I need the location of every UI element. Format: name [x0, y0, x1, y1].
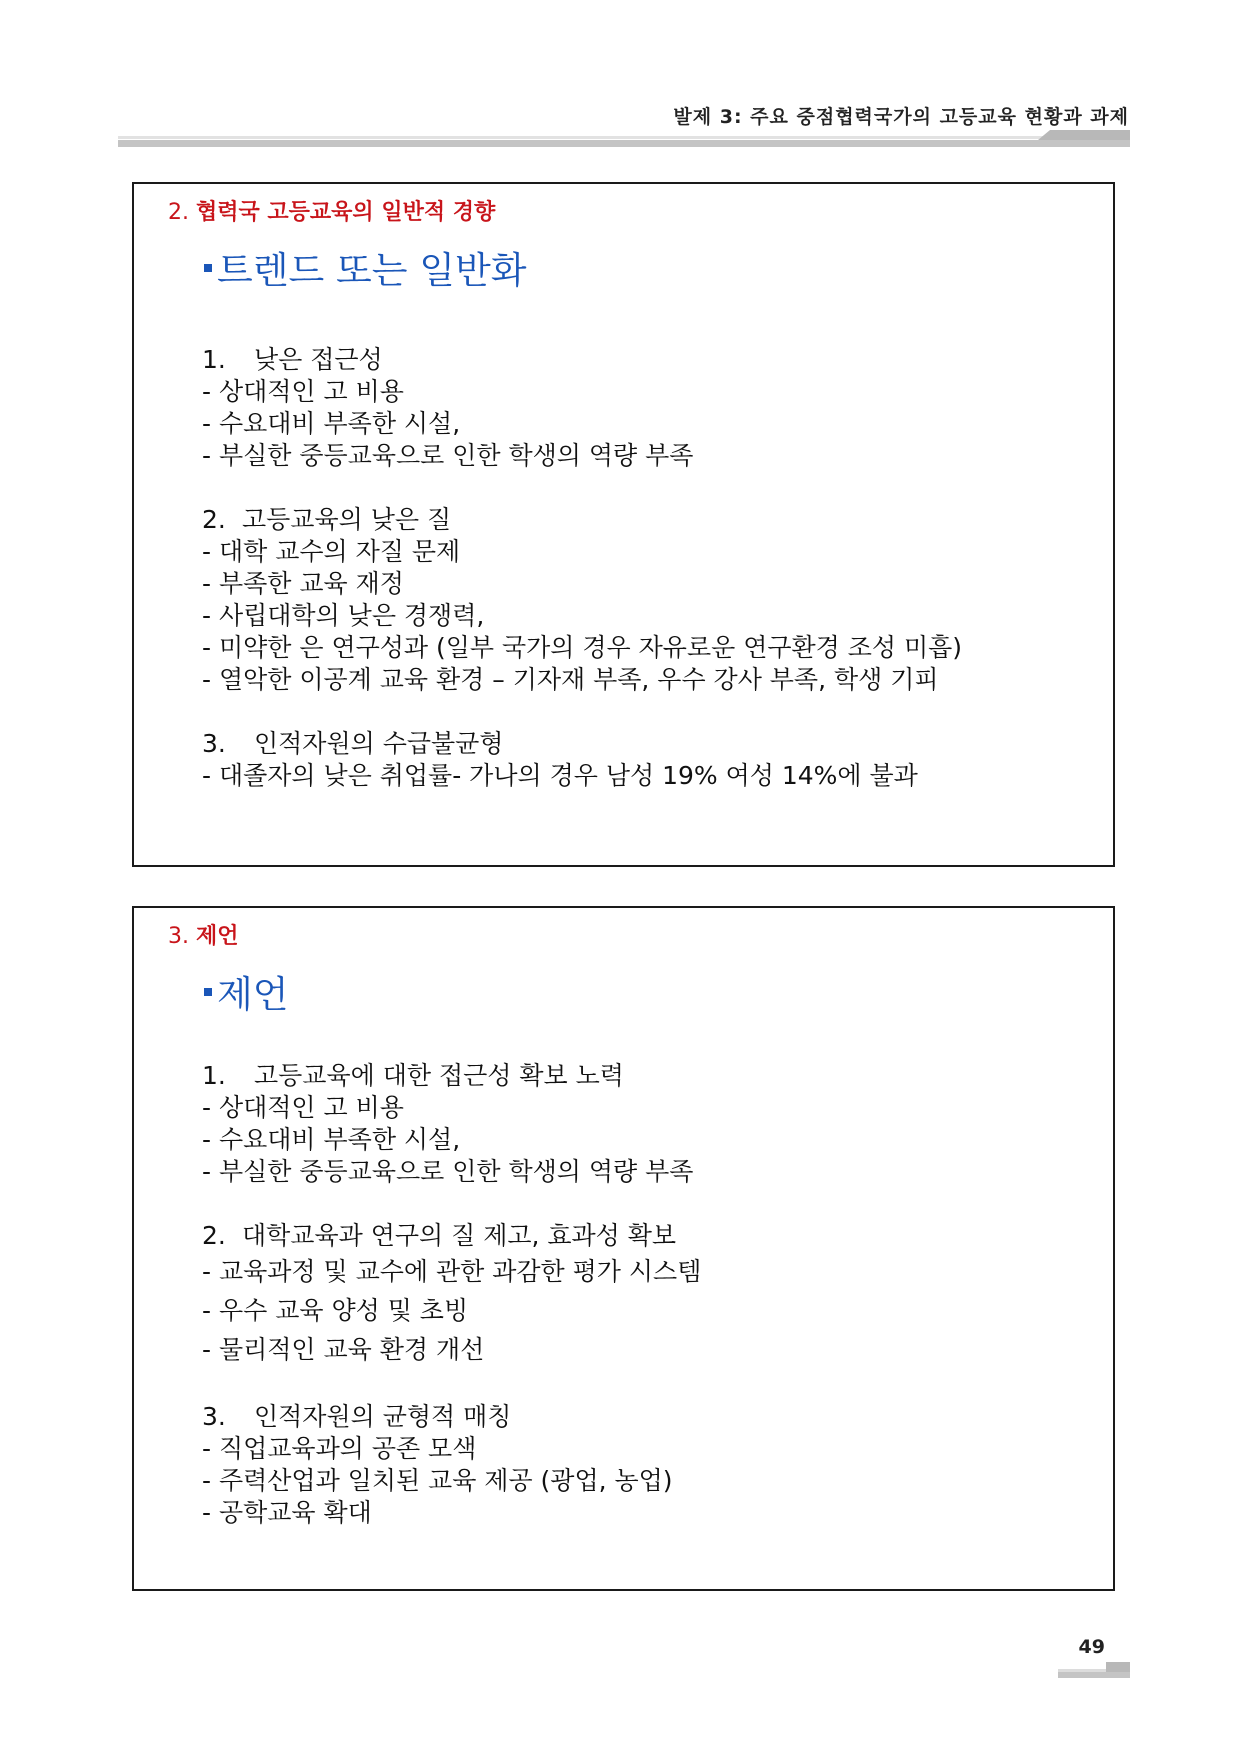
header-divider-bar — [118, 130, 1130, 148]
list-group — [202, 728, 1083, 792]
running-header-title: 발제 3: 주요 중점협력국가의 고등교육 현황과 과제 — [673, 106, 1129, 128]
group-number: 3. — [202, 729, 226, 758]
section-title-text: 제언 — [196, 924, 239, 949]
group-title-text: 대학교육과 연구의 질 제고, 효과성 확보 — [242, 1221, 677, 1250]
slide-body — [202, 1060, 1083, 1561]
list-item: - 부실한 중등교육으로 인한 학생의 역량 부족 — [202, 441, 694, 470]
section-title — [168, 195, 495, 226]
group-number: 2. — [202, 505, 226, 534]
slide-heading-text: 제언 — [217, 973, 289, 1016]
section-title — [168, 919, 239, 950]
slide-heading-text: 트렌드 또는 일반화 — [217, 249, 527, 292]
list-group — [202, 344, 1083, 472]
list-group — [202, 1060, 1083, 1188]
slide-frame-recommendations — [132, 906, 1115, 1591]
list-item: - 대졸자의 낮은 취업률- 가나의 경우 남성 19% 여성 14%에 불과 — [202, 761, 918, 790]
slide-frame-trends — [132, 182, 1115, 867]
list-item: - 공학교육 확대 — [202, 1498, 372, 1527]
list-item: - 상대적인 고 비용 — [202, 1093, 404, 1122]
square-bullet-icon — [204, 988, 212, 996]
section-title-text: 협력국 고등교육의 일반적 경향 — [196, 200, 496, 225]
list-group — [202, 504, 1083, 696]
list-item: - 미약한 은 연구성과 (일부 국가의 경우 자유로운 연구환경 조성 미흡) — [202, 633, 963, 662]
list-item: - 부실한 중등교육으로 인한 학생의 역량 부족 — [202, 1157, 694, 1186]
group-number: 1. — [202, 345, 226, 374]
list-group — [202, 1401, 1083, 1529]
slide-heading — [204, 964, 288, 1018]
group-title — [202, 344, 1083, 376]
group-number: 3. — [202, 1402, 226, 1431]
slide-body — [202, 344, 1083, 824]
list-item: - 부족한 교육 재정 — [202, 569, 404, 598]
group-title — [202, 1060, 1083, 1092]
footer-bar — [1058, 1662, 1130, 1678]
list-item: - 사립대학의 낮은 경쟁력, — [202, 601, 485, 630]
group-number: 1. — [202, 1061, 226, 1090]
group-title-text: 인적자원의 균형적 매칭 — [254, 1402, 512, 1431]
list-item: - 대학 교수의 자질 문제 — [202, 537, 461, 566]
list-item: - 직업교육과의 공존 모색 — [202, 1434, 477, 1463]
list-item: - 교육과정 및 교수에 관한 과감한 평가 시스템 — [202, 1257, 702, 1286]
list-item: - 우수 교육 양성 및 초빙 — [202, 1296, 469, 1325]
slide-heading — [204, 240, 526, 294]
list-group — [202, 1220, 1083, 1369]
list-item: - 주력산업과 일치된 교육 제공 (광업, 농업) — [202, 1466, 673, 1495]
page-number: 49 — [1078, 1636, 1105, 1658]
list-item: - 열악한 이공계 교육 환경 – 기자재 부족, 우수 강사 부족, 학생 기피 — [202, 665, 939, 694]
square-bullet-icon — [204, 264, 212, 272]
section-number: 3. — [168, 924, 189, 949]
list-item: - 수요대비 부족한 시설, — [202, 409, 461, 438]
group-title-text: 고등교육에 대한 접근성 확보 노력 — [254, 1061, 624, 1090]
list-item: - 상대적인 고 비용 — [202, 377, 404, 406]
group-title-text: 인적자원의 수급불균형 — [254, 729, 504, 758]
section-number: 2. — [168, 200, 189, 225]
list-item: - 수요대비 부족한 시설, — [202, 1125, 461, 1154]
group-title — [202, 1401, 1083, 1433]
group-title — [202, 504, 1083, 536]
list-item: - 물리적인 교육 환경 개선 — [202, 1335, 485, 1364]
group-number: 2. — [202, 1221, 226, 1250]
group-title-text: 낮은 접근성 — [254, 345, 383, 374]
group-title-text: 고등교육의 낮은 질 — [242, 505, 452, 534]
group-title — [202, 1220, 1083, 1252]
group-title — [202, 728, 1083, 760]
